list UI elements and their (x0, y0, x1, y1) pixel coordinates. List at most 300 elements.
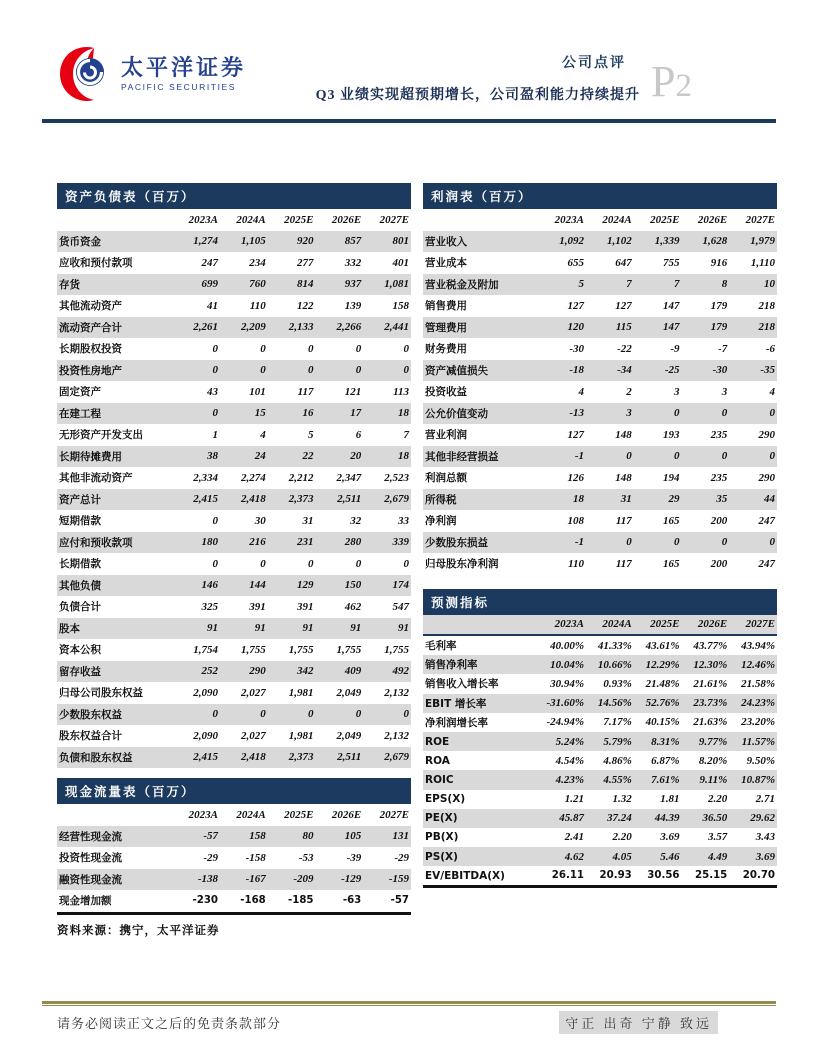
value-cell: 1.81 (660, 793, 680, 806)
value-cell: 2,209 (241, 321, 266, 334)
value-cell: 0 (403, 342, 410, 355)
income-statement-table (423, 183, 777, 575)
row-label: 货币资金 (59, 235, 101, 248)
value-cell: 2,049 (336, 686, 362, 699)
value-cell: 11.57% (741, 735, 776, 748)
value-cell: 2,441 (384, 321, 410, 334)
value-cell: 547 (392, 600, 410, 613)
pacific-securities-logo-icon (57, 46, 113, 102)
company-logo (57, 46, 246, 102)
value-cell: 0 (403, 708, 410, 721)
table-row (423, 694, 777, 713)
value-cell: 401 (392, 256, 410, 269)
value-cell: -167 (245, 873, 266, 886)
value-cell: 36.50 (702, 812, 728, 825)
table-row (57, 826, 411, 848)
value-cell: 4 (578, 385, 585, 398)
value-cell: 2,090 (193, 686, 219, 699)
value-cell: 5.79% (603, 735, 632, 748)
row-label: 融资性现金流 (59, 873, 122, 886)
value-cell: 1,339 (654, 235, 680, 248)
value-cell: 18 (398, 450, 410, 463)
value-cell: 801 (392, 235, 410, 248)
value-cell: 9.77% (698, 735, 728, 748)
income-statement-title: 利润表（百万） (431, 190, 533, 204)
row-label: ROA (425, 754, 450, 767)
value-cell: 16 (302, 407, 314, 420)
value-cell: 122 (297, 299, 314, 312)
table-row (57, 553, 411, 575)
row-label: 其他非经营损益 (425, 450, 499, 463)
value-cell: 30 (254, 514, 266, 527)
table-row (423, 360, 777, 382)
value-cell: -24.94% (546, 716, 585, 729)
forecast-indicators-title-bar (423, 589, 777, 615)
row-label: 固定资产 (59, 386, 101, 399)
value-cell: 10 (764, 278, 776, 291)
value-cell: 120 (567, 321, 585, 334)
source-note: 资料来源：携宁，太平洋证券 (57, 924, 220, 937)
cash-flow-table (57, 778, 411, 915)
year-header-cell: 2025E (284, 808, 314, 821)
value-cell: 247 (201, 256, 219, 269)
value-cell: 33 (398, 514, 410, 527)
table-row (423, 510, 777, 532)
balance-sheet-table (57, 183, 411, 768)
forecast-indicators-title: 预测指标 (431, 595, 490, 610)
row-label: 流动资产合计 (59, 321, 122, 334)
value-cell: 105 (344, 830, 362, 843)
value-cell: 920 (297, 235, 314, 248)
value-cell: 165 (663, 514, 680, 527)
value-cell: 290 (249, 665, 266, 678)
table-row (57, 661, 411, 683)
value-cell: 158 (392, 299, 410, 312)
row-label: 营业成本 (425, 257, 467, 270)
table-row (423, 532, 777, 554)
value-cell: 24 (254, 450, 266, 463)
table-row (423, 847, 777, 866)
table-row (57, 890, 411, 912)
value-cell: 179 (710, 321, 728, 334)
table-row (57, 618, 411, 640)
value-cell: 2,418 (241, 493, 266, 506)
value-cell: -30 (712, 364, 728, 377)
value-cell: 194 (663, 471, 680, 484)
value-cell: 647 (615, 256, 632, 269)
value-cell: 113 (393, 385, 410, 398)
row-label: 所得税 (425, 493, 457, 506)
value-cell: 0 (721, 407, 728, 420)
year-header-cell: 2024A (236, 213, 266, 226)
value-cell: 0 (212, 514, 219, 527)
row-label: 公允价值变动 (425, 407, 488, 420)
value-cell: 2,415 (193, 751, 219, 764)
value-cell: -129 (341, 873, 362, 886)
value-cell: 4.05 (612, 850, 632, 863)
value-cell: 17 (350, 407, 362, 420)
value-cell: 760 (249, 278, 266, 291)
value-cell: 332 (344, 256, 362, 269)
value-cell: 18 (573, 493, 585, 506)
value-cell: 2 (626, 385, 632, 398)
row-label: 应付和预收款项 (59, 536, 133, 549)
table-row (57, 532, 411, 554)
value-cell: 2,679 (384, 493, 410, 506)
value-cell: 9.11% (699, 773, 728, 786)
value-cell: 45.87 (559, 812, 585, 825)
row-label: 毛利率 (425, 640, 457, 653)
value-cell: -138 (197, 873, 219, 886)
value-cell: 0 (308, 364, 314, 377)
value-cell: 2,027 (241, 729, 266, 742)
value-cell: 1,274 (193, 235, 219, 248)
year-header-cell: 2026E (331, 808, 362, 821)
value-cell: 158 (249, 830, 266, 843)
year-header-cell: 2027E (745, 618, 776, 631)
row-label: EPS(X) (425, 793, 466, 806)
year-header-cell: 2026E (331, 213, 362, 226)
row-label: 净利润 (425, 515, 457, 528)
row-label: PE(X) (425, 812, 458, 825)
left-column (57, 183, 411, 938)
balance-sheet-title-bar (57, 183, 411, 209)
value-cell: 2,511 (337, 751, 362, 764)
value-cell: 15 (254, 407, 266, 420)
header-divider-line (42, 119, 776, 123)
value-cell: 252 (201, 665, 219, 678)
value-cell: 121 (344, 385, 362, 398)
value-cell: 2,274 (241, 471, 266, 484)
value-cell: 2,418 (241, 751, 266, 764)
year-header-cell: 2025E (284, 213, 314, 226)
value-cell: 492 (392, 665, 410, 678)
value-cell: 8.31% (651, 735, 680, 748)
value-cell: 218 (758, 321, 776, 334)
value-cell: 0 (212, 407, 219, 420)
value-cell: 3.57 (708, 831, 728, 844)
value-cell: 21.58% (741, 677, 776, 690)
value-cell: 0 (260, 342, 266, 355)
row-label: 少数股东权益 (59, 708, 122, 721)
value-cell: 31 (302, 514, 314, 527)
value-cell: 247 (758, 514, 776, 527)
value-cell: 0 (769, 407, 776, 420)
value-cell: 1,755 (241, 643, 266, 656)
value-cell: 0 (308, 342, 314, 355)
value-cell: 231 (297, 536, 314, 549)
value-cell: 2.20 (708, 793, 728, 806)
value-cell: 0.93% (603, 677, 632, 690)
value-cell: 2,261 (193, 321, 219, 334)
table-row (57, 704, 411, 726)
value-cell: 0 (260, 708, 266, 721)
row-label: 长期股权投资 (59, 343, 122, 356)
value-cell: 200 (710, 557, 728, 570)
income-statement-title-bar (423, 183, 777, 209)
table-row (57, 403, 411, 425)
value-cell: 1,979 (750, 235, 776, 248)
value-cell: -158 (245, 851, 266, 864)
tables-area (57, 183, 777, 938)
value-cell: 5 (578, 278, 585, 291)
table-row (423, 636, 777, 655)
value-cell: -7 (718, 342, 728, 355)
value-cell: 129 (297, 579, 314, 592)
row-label: 负债合计 (59, 601, 101, 614)
value-cell: 916 (710, 256, 728, 269)
value-cell: 3 (626, 407, 632, 420)
value-cell: 126 (567, 471, 585, 484)
value-cell: 0 (403, 364, 410, 377)
value-cell: 1.32 (612, 793, 632, 806)
value-cell: 147 (663, 299, 680, 312)
row-label: 短期借款 (59, 515, 101, 528)
row-label: 经营性现金流 (59, 830, 122, 843)
value-cell: -30 (569, 342, 585, 355)
value-cell: 2,212 (288, 471, 314, 484)
row-label: PB(X) (425, 831, 459, 844)
value-cell: 277 (297, 256, 314, 269)
value-cell: 2,373 (288, 751, 314, 764)
value-cell: 3.69 (755, 850, 776, 863)
value-cell: 12.29% (645, 658, 680, 671)
table-row (57, 682, 411, 704)
value-cell: 165 (663, 557, 680, 570)
value-cell: 10.66% (597, 658, 632, 671)
value-cell: 4 (769, 385, 776, 398)
table-row (423, 317, 777, 339)
value-cell: 3 (674, 385, 680, 398)
row-label: 长期待摊费用 (59, 450, 122, 463)
value-cell: 1,981 (288, 729, 314, 742)
row-label: PS(X) (425, 850, 458, 863)
row-label: 资产减值损失 (425, 364, 488, 377)
value-cell: 4.62 (564, 850, 585, 863)
row-label: 销售费用 (425, 300, 467, 313)
table-row (423, 252, 777, 274)
value-cell: -25 (664, 364, 680, 377)
value-cell: 41 (207, 299, 219, 312)
value-cell: 21.61% (693, 677, 728, 690)
value-cell: 1,092 (559, 235, 585, 248)
row-label: 在建工程 (59, 407, 101, 420)
value-cell: 10.04% (550, 658, 585, 671)
table-row (423, 770, 777, 789)
table-row (423, 732, 777, 751)
value-cell: 3.69 (660, 831, 680, 844)
year-header-cell: 2026E (697, 213, 728, 226)
row-label: ROIC (425, 773, 454, 786)
value-cell: 91 (207, 622, 219, 635)
value-cell: -31.60% (546, 697, 585, 710)
value-cell: 5 (308, 428, 314, 441)
value-cell: 0 (769, 536, 776, 549)
value-cell: 814 (297, 278, 314, 291)
value-cell: 44 (764, 493, 776, 506)
value-cell: -18 (569, 364, 585, 377)
value-cell: 235 (710, 428, 728, 441)
footer-disclaimer: 请务必阅读正文之后的免责条款部分 (57, 1016, 282, 1031)
value-cell: 2,049 (336, 729, 362, 742)
value-cell: 290 (758, 471, 776, 484)
year-header-row (57, 209, 411, 231)
value-cell: 4.49 (708, 850, 728, 863)
value-cell: 2,133 (288, 321, 314, 334)
table-row (57, 295, 411, 317)
value-cell: 147 (663, 321, 680, 334)
row-label: 营业利润 (425, 429, 467, 442)
value-cell: -57 (203, 830, 219, 843)
table-row (57, 596, 411, 618)
value-cell: 2,132 (384, 729, 410, 742)
value-cell: 139 (344, 299, 362, 312)
value-cell: 91 (254, 622, 266, 635)
value-cell: -159 (388, 873, 410, 886)
value-cell: 0 (674, 407, 680, 420)
value-cell: 10.87% (741, 773, 776, 786)
row-label: 长期借款 (59, 558, 101, 571)
value-cell: 43.94% (741, 639, 776, 652)
value-cell: -13 (569, 407, 585, 420)
year-header-cell: 2023A (554, 213, 585, 226)
table-row (57, 252, 411, 274)
value-cell: 108 (567, 514, 585, 527)
row-label: 其他流动资产 (59, 300, 122, 313)
value-cell: -29 (203, 851, 219, 864)
value-cell: 7.61% (651, 773, 680, 786)
value-cell: -6 (765, 342, 776, 355)
value-cell: 0 (626, 450, 632, 463)
value-cell: 43.77% (693, 639, 728, 652)
year-header-cell: 2027E (379, 808, 410, 821)
table-row (423, 713, 777, 732)
value-cell: 391 (297, 600, 314, 613)
value-cell: 35 (716, 493, 728, 506)
table-row (57, 847, 411, 869)
year-header-cell: 2024A (602, 213, 632, 226)
table-row (423, 751, 777, 770)
row-label: 利润总额 (425, 472, 467, 485)
value-cell: 174 (392, 579, 410, 592)
value-cell: 25.15 (695, 870, 728, 882)
value-cell: 1 (212, 428, 219, 441)
value-cell: 0 (626, 536, 632, 549)
value-cell: 3.43 (755, 831, 776, 844)
table-row (423, 446, 777, 468)
header-right-block (316, 52, 640, 104)
row-label: 留存收益 (59, 665, 101, 678)
table-row (57, 446, 411, 468)
table-row (57, 360, 411, 382)
value-cell: -1 (574, 450, 585, 463)
table-row (57, 575, 411, 597)
table-row (57, 467, 411, 489)
value-cell: 234 (249, 256, 266, 269)
value-cell: 43.61% (645, 639, 680, 652)
table-row (57, 489, 411, 511)
value-cell: 4.54% (555, 754, 585, 767)
footer-motto: 守正 出奇 宁静 致远 (559, 1011, 718, 1034)
value-cell: 148 (615, 471, 632, 484)
value-cell: 290 (758, 428, 776, 441)
table-row (423, 274, 777, 296)
table-row (423, 381, 777, 403)
value-cell: 2,132 (384, 686, 410, 699)
value-cell: 0 (212, 364, 219, 377)
value-cell: 20 (350, 450, 362, 463)
value-cell: 193 (663, 428, 680, 441)
value-cell: 7 (674, 278, 680, 291)
value-cell: 2,266 (336, 321, 362, 334)
value-cell: 0 (355, 557, 362, 570)
value-cell: 1,628 (702, 235, 728, 248)
value-cell: -34 (617, 364, 632, 377)
value-cell: 23.73% (693, 697, 728, 710)
value-cell: 937 (344, 278, 362, 291)
row-label: EBIT 增长率 (425, 697, 487, 710)
row-label: 无形资产开发支出 (59, 429, 143, 442)
value-cell: 0 (403, 557, 410, 570)
logo-english-name: PACIFIC SECURITIES (121, 81, 237, 92)
table-row (423, 828, 777, 847)
value-cell: 18 (398, 407, 410, 420)
value-cell: 1,110 (750, 256, 776, 269)
value-cell: 2,415 (193, 493, 219, 506)
value-cell: 180 (201, 536, 219, 549)
value-cell: 37.24 (607, 812, 632, 825)
row-label: 其他非流动资产 (59, 472, 133, 485)
value-cell: 2,373 (288, 493, 314, 506)
value-cell: 127 (567, 299, 585, 312)
value-cell: 14.56% (597, 697, 632, 710)
value-cell: 342 (297, 665, 314, 678)
row-label: 财务费用 (425, 343, 467, 356)
report-title: Q3 业绩实现超预期增长，公司盈利能力持续提升 (315, 88, 640, 103)
value-cell: 21.48% (645, 677, 680, 690)
year-header-cell: 2023A (188, 213, 219, 226)
value-cell: 30.94% (550, 677, 585, 690)
value-cell: 409 (344, 665, 362, 678)
value-cell: 0 (308, 708, 314, 721)
row-label: ROE (425, 735, 450, 748)
row-label: 营业税金及附加 (425, 278, 499, 291)
value-cell: -53 (298, 851, 314, 864)
row-label: 归母公司股东权益 (59, 687, 143, 700)
value-cell: 38 (207, 450, 219, 463)
value-cell: 23.20% (741, 716, 776, 729)
value-cell: 5.24% (555, 735, 585, 748)
value-cell: 144 (249, 579, 266, 592)
cash-flow-title: 现金流量表（百万） (65, 785, 196, 799)
value-cell: 755 (663, 256, 680, 269)
table-row (57, 510, 411, 532)
value-cell: 216 (249, 536, 266, 549)
table-row (57, 338, 411, 360)
table-row (57, 231, 411, 253)
value-cell: 21.63% (693, 716, 728, 729)
table-row (57, 381, 411, 403)
value-cell: 12.30% (693, 658, 728, 671)
value-cell: 117 (615, 557, 632, 570)
balance-sheet-title: 资产负债表（百万） (65, 190, 196, 204)
row-label: 应收和预付款项 (59, 257, 133, 270)
value-cell: 7 (403, 428, 410, 441)
year-header-cell: 2027E (745, 213, 776, 226)
value-cell: -57 (390, 895, 410, 907)
value-cell: 8 (721, 278, 728, 291)
value-cell: 150 (344, 579, 362, 592)
